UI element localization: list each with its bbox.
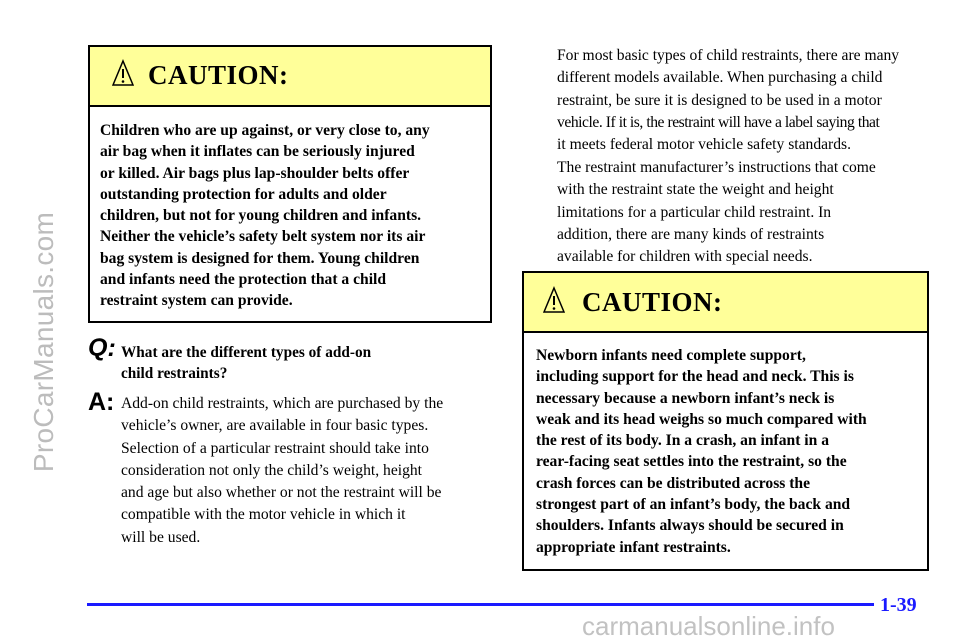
paragraph-line: with the restraint state the weight and height [557, 181, 834, 199]
caution-line: and infants need the protection that a child [100, 271, 387, 289]
page-number: 1-39 [880, 594, 917, 616]
caution-line: or killed. Air bags plus lap-shoulder belts offer [100, 164, 410, 182]
answer-line: Selection of a particular restraint should take into [121, 439, 429, 457]
paragraph-line: different models available. When purchasing a child [557, 69, 883, 87]
paragraph-line: restraint, be sure it is designed to be used in a motor [557, 91, 882, 109]
answer-line: vehicle’s owner, are available in four basic types. [121, 417, 429, 435]
caution-title: CAUTION: [582, 287, 723, 317]
paragraph-line: The restraint manufacturer’s instructions that come [557, 159, 876, 176]
caution-line: bag system is designed for them. Young children [100, 249, 420, 267]
caution-line: necessary because a newborn infant’s neck is [536, 389, 835, 407]
caution-line: rear-facing seat settles into the restraint, so the [536, 453, 847, 471]
answer-marker: A: [88, 388, 115, 416]
paragraph-line: vehicle. If it is, the restraint will have a label saying that [557, 113, 880, 131]
answer-line: and age but also whether or not the restraint will be [121, 484, 442, 502]
caution-box-newborn-infants [522, 271, 929, 571]
paragraph-line: addition, there are many kinds of restraints [557, 225, 825, 243]
side-watermark: ProCarManuals.com [28, 211, 59, 473]
paragraph-line: it meets federal motor vehicle safety standards. [557, 136, 852, 154]
caution-text [100, 120, 485, 312]
caution-line: Newborn infants need complete support, [536, 347, 806, 364]
question-line: What are the different types of add-on [121, 344, 372, 361]
caution-line: the rest of its body. In a crash, an infant in a [536, 432, 829, 450]
caution-line: Neither the vehicle’s safety belt system nor its air [100, 228, 426, 246]
paragraph-line: For most basic types of child restraints, there are many [557, 47, 900, 64]
caution-box-air-bags [88, 45, 492, 323]
caution-line: strongest part of an infant’s body, the back and [536, 496, 851, 514]
question-marker: Q: [88, 334, 116, 362]
caution-line: outstanding protection for adults and older [100, 185, 387, 203]
caution-line: air bag when it inflates can be seriously injured [100, 143, 415, 161]
caution-header [90, 47, 490, 107]
answer-line: consideration not only the child’s weight, height [121, 461, 422, 479]
question-line: child restraints? [121, 365, 228, 382]
caution-title: CAUTION: [148, 60, 289, 90]
caution-line: crash forces can be distributed across the [536, 474, 811, 492]
warning-triangle-icon [543, 286, 565, 314]
answer-line: compatible with the motor vehicle in which it [121, 506, 406, 524]
paragraph-manufacturer-instructions [557, 157, 929, 268]
question-text [121, 342, 481, 384]
caution-line: restraint system can provide. [100, 292, 293, 310]
warning-triangle-icon [112, 59, 134, 87]
answer-line: will be used. [121, 528, 201, 546]
caution-text [536, 345, 921, 558]
caution-line: weak and its head weighs so much compared with [536, 410, 867, 428]
caution-line: appropriate infant restraints. [536, 538, 731, 556]
caution-line: shoulders. Infants always should be secured in [536, 517, 844, 535]
answer-text [121, 393, 493, 549]
caution-line: including support for the head and neck. This is [536, 368, 854, 386]
caution-line: Children who are up against, or very close to, any [100, 122, 430, 139]
answer-line: Add-on child restraints, which are purchased by the [121, 395, 444, 412]
caution-header [524, 273, 927, 333]
paragraph-line: limitations for a particular child restraint. In [557, 203, 832, 221]
footer-rule [87, 603, 874, 606]
paragraph-line: available for children with special needs. [557, 248, 813, 266]
caution-line: children, but not for young children and infants. [100, 207, 422, 225]
footer-watermark: carmanualsonline.info [582, 611, 835, 641]
paragraph-models [557, 45, 929, 156]
